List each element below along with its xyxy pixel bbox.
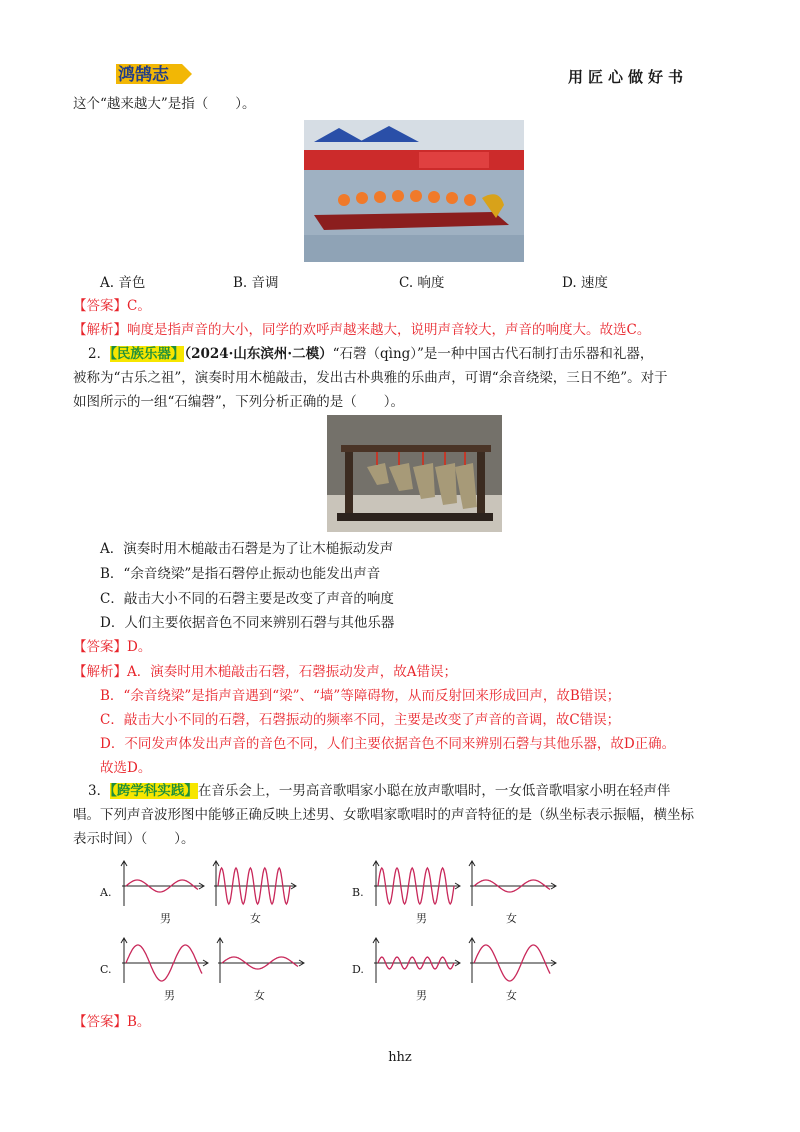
- q1-option-a: A. 音色: [100, 275, 146, 291]
- female-label: 女: [506, 912, 517, 925]
- q2-analysis-3: C．敲击大小不同的石磬，石磬振动的频率不同，主要是改变了声音的音调，故C错误；: [100, 712, 621, 728]
- header-motto: 用匠心做好书: [568, 68, 689, 86]
- publisher-logo: [112, 60, 196, 88]
- q3-stem-line1: [88, 780, 740, 802]
- analysis-text: A．演奏时用木槌敲击石磬，石磬振动发声，故A错误；: [127, 664, 457, 680]
- female-label: 女: [254, 989, 265, 1002]
- q2-stem-line2: 被称为“古乐之祖”，演奏时用木槌敲击，发出古朴典雅的乐曲声，可谓“余音绕梁，三日不绝”。对于: [73, 370, 668, 386]
- female-label: 女: [250, 912, 261, 925]
- answer-label: 【答案】: [73, 298, 127, 314]
- q2-analysis-5: 故选D。: [100, 760, 152, 776]
- q1-option-b: B. 音调: [233, 275, 279, 291]
- q2-option-a: A．演奏时用木槌敲击石磬是为了让木槌振动发声: [100, 541, 394, 557]
- analysis-text: 响度是指声音的大小，同学的欢呼声越来越大，说明声音较大，声音的响度大。故选C。: [127, 322, 651, 338]
- analysis-label: 【解析】: [73, 322, 127, 338]
- page-footer: hhz: [388, 1050, 412, 1065]
- axes: [121, 938, 208, 983]
- q1-answer: [73, 295, 740, 317]
- q3-option-a-graphs: [98, 858, 308, 928]
- stone-chimes-photo: [327, 415, 502, 532]
- q2-stem-line1: [88, 343, 740, 365]
- male-label: 男: [164, 989, 175, 1002]
- answer-label: 【答案】: [73, 639, 127, 655]
- q2-analysis-1: [73, 661, 740, 683]
- female-label: 女: [506, 989, 517, 1002]
- q2-source: （2024·山东滨州·二模）: [184, 346, 333, 362]
- q2-answer: [73, 636, 740, 658]
- axes: [373, 861, 460, 906]
- axes: [373, 938, 460, 983]
- dragon-boat-photo: [304, 120, 524, 262]
- option-letter: A.: [100, 886, 112, 899]
- q3-stem-text: 在音乐会上，一男高音歌唱家小聪在放声歌唱时，一女低音歌唱家小明在轻声伴: [197, 783, 671, 799]
- answer-value: B。: [127, 1014, 151, 1030]
- question-number: 3．: [88, 783, 111, 799]
- option-letter: D.: [352, 963, 364, 976]
- analysis-label: 【解析】: [73, 664, 127, 680]
- q3-tag: 【跨学科实践】: [110, 783, 198, 799]
- q3-option-d-graphs: [350, 935, 570, 1005]
- q2-tag: 【民族乐器】: [110, 346, 185, 362]
- q2-stem-text: “石磬（qìng）”是一种中国古代石制打击乐器和礼器，: [332, 346, 654, 362]
- q2-option-b: B．“余音绕梁”是指石磬停止振动也能发出声音: [100, 566, 381, 582]
- answer-value: C。: [127, 298, 151, 314]
- q3-stem-line3: 表示时间）（ ）。: [73, 831, 195, 847]
- q2-option-d: D．人们主要依据音色不同来辨别石磬与其他乐器: [100, 615, 395, 631]
- q1-option-c: C. 响度: [399, 275, 445, 291]
- axes: [469, 938, 556, 983]
- answer-label: 【答案】: [73, 1014, 127, 1030]
- male-label: 男: [416, 912, 427, 925]
- q1-analysis: [73, 319, 740, 341]
- option-letter: B.: [352, 886, 364, 899]
- q3-stem-line2: 唱。下列声音波形图中能够正确反映上述男、女歌唱家歌唱时的声音特征的是（纵坐标表示振幅，横坐标: [73, 807, 694, 823]
- male-label: 男: [160, 912, 171, 925]
- q2-analysis-4: D．不同发声体发出声音的音色不同，人们主要依据音色不同来辨别石磬与其他乐器，故D正确。: [100, 736, 676, 752]
- answer-value: D。: [127, 639, 152, 655]
- q3-answer: [73, 1011, 740, 1033]
- option-letter: C.: [100, 963, 112, 976]
- axes: [121, 861, 204, 906]
- q2-analysis-2: B．“余音绕梁”是指声音遇到“梁”、“墙”等障碍物，从而反射回来形成回声，故B错误；: [100, 688, 621, 704]
- q2-option-c: C．敲击大小不同的石磬主要是改变了声音的响度: [100, 591, 394, 607]
- q3-option-b-graphs: [350, 858, 570, 928]
- q1-stem-tail: 这个“越来越大”是指（ ）。: [73, 96, 256, 112]
- question-number: 2．: [88, 346, 111, 362]
- q1-option-d: D. 速度: [562, 275, 608, 291]
- svg-text:鸿鹄志: 鸿鹄志: [118, 65, 169, 85]
- q2-stem-line3: 如图所示的一组“石编磬”，下列分析正确的是（ ）。: [73, 394, 405, 410]
- q3-option-c-graphs: [98, 935, 308, 1005]
- male-label: 男: [416, 989, 427, 1002]
